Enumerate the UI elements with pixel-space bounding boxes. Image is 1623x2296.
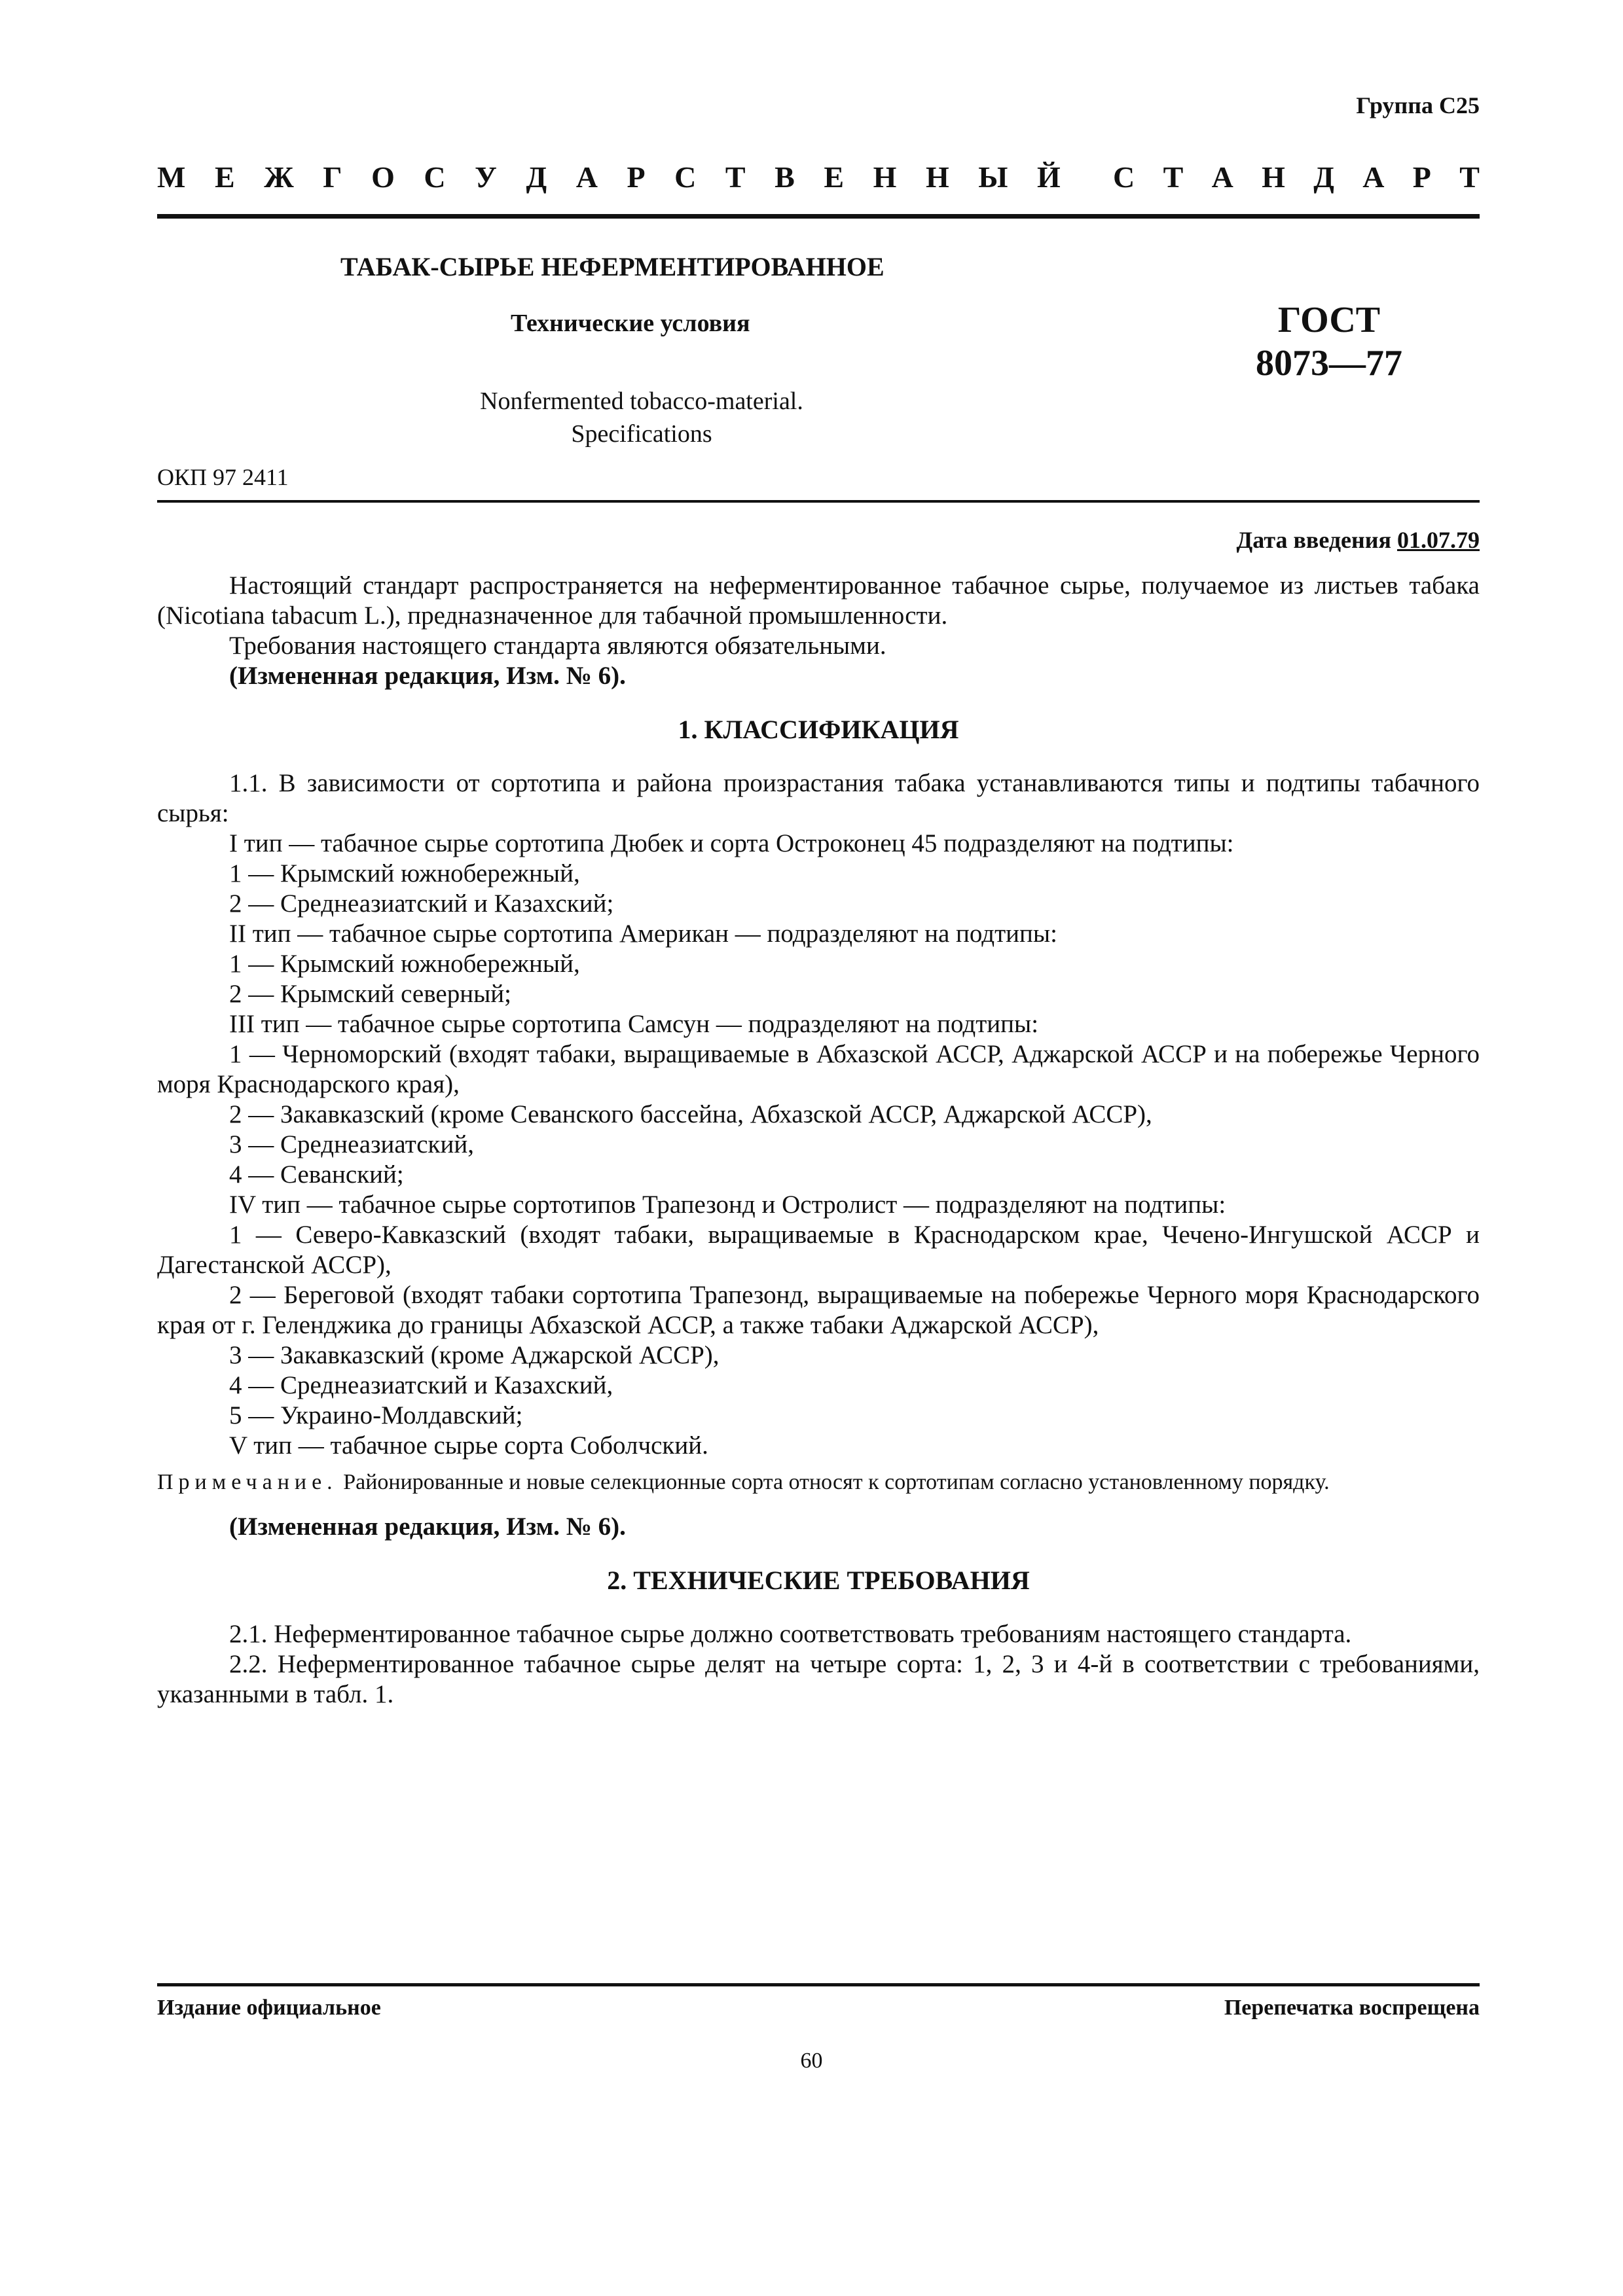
document-title: ТАБАК-СЫРЬЕ НЕФЕРМЕНТИРОВАННОЕ (340, 252, 884, 281)
date-label: Дата введения (1236, 527, 1391, 553)
classification-line: 2 — Закавказский (кроме Севанского бассейна, Абхазской АССР, Аджарской АССР), (229, 1100, 1152, 1128)
classification-line: 4 — Среднеазиатский и Казахский, (229, 1371, 613, 1399)
banner-letter: С (1113, 160, 1135, 194)
date-value: 01.07.79 (1397, 527, 1480, 553)
banner-letter: Т (725, 160, 746, 194)
section-1-paragraph: 1.1. В зависимости от сортотипа и района произрастания табака устанавливаются типы и подтипы табачного сырья: (157, 769, 1480, 827)
banner-letter: Е (214, 160, 235, 194)
banner-letter: С (424, 160, 446, 194)
english-title (445, 385, 838, 450)
classification-line: 3 — Закавказский (кроме Аджарской АССР), (229, 1341, 720, 1369)
classification-line: III тип — табачное сырье сортотипа Самсун — подразделяют на подтипы: (229, 1010, 1039, 1038)
classification-line: 1 — Крымский южнобережный, (229, 859, 580, 888)
note-label: Примечание. (157, 1470, 338, 1494)
banner-letter: Р (1412, 160, 1431, 194)
page-number: 60 (800, 2049, 823, 2073)
section-2-paragraph: 2.2. Неферментированное табачное сырье делят на четыре сорта: 1, 2, 3 и 4-й в соответствии с требованиями, указанными в табл. 1. (157, 1650, 1480, 1708)
banner-letter: Ы (978, 160, 1008, 194)
classification-line: V тип — табачное сырье сорта Соболчский. (229, 1431, 708, 1460)
amendment-note: (Измененная редакция, Изм. № 6). (229, 662, 626, 690)
gost-designation (1231, 298, 1427, 385)
section-1-title: 1. КЛАССИФИКАЦИЯ (678, 715, 959, 744)
interstate-standard-banner (157, 160, 1480, 219)
document-subtitle: Технические условия (511, 310, 750, 337)
note-text: Районированные и новые селекционные сорта относят к сортотипам согласно установленному порядку. (337, 1470, 1330, 1494)
gost-number: 8073—77 (1256, 343, 1402, 384)
footer-official-edition: Издание официальное (157, 1996, 381, 2020)
classification-line: 4 — Севанский; (229, 1160, 404, 1189)
banner-letter: Ж (264, 160, 294, 194)
classification-line: 1 — Черноморский (входят табаки, выращиваемые в Абхазской АССР, Аджарской АССР и на побережье Черного моря Краснодарского края), (157, 1040, 1480, 1098)
banner-letter: Й (1036, 160, 1061, 194)
okp-code: ОКП 97 2411 (157, 464, 289, 490)
banner-letter: Г (323, 160, 342, 194)
classification-line: 1 — Северо-Кавказский (входят табаки, выращиваемые в Краснодарском крае, Чечено-Ингушской АССР и Дагестанской АССР), (157, 1221, 1480, 1279)
classification-line: 2 — Среднеазиатский и Казахский; (229, 889, 614, 918)
classification-line: IV тип — табачное сырье сортотипов Трапезонд и Остролист — подразделяют на подтипы: (229, 1191, 1226, 1219)
english-title-line-1: Nonfermented tobacco-material. (480, 387, 803, 415)
intro-paragraph: Требования настоящего стандарта являются обязательными. (229, 632, 886, 660)
document-body (157, 571, 1480, 1710)
banner-word-interstate (157, 160, 1061, 194)
gost-label: ГОСТ (1277, 300, 1381, 340)
classification-line: II тип — табачное сырье сортотипа Американ — подразделяют на подтипы: (229, 920, 1057, 948)
classification-line: 2 — Крымский северный; (229, 980, 512, 1008)
intro-paragraph: Настоящий стандарт распространяется на неферментированное табачное сырье, получаемое из листьев табака (Nicotiana tabacum L.), предназначенное для табачной промышленности. (157, 571, 1480, 630)
banner-letter: А (575, 160, 598, 194)
banner-letter: Т (1459, 160, 1480, 194)
banner-letter: В (775, 160, 795, 194)
classification-line: I тип — табачное сырье сортотипа Дюбек и сорта Остроконец 45 подразделяют на подтипы: (229, 829, 1234, 857)
page-footer (157, 1983, 1480, 2020)
banner-letter: Н (873, 160, 897, 194)
section-2-paragraph: 2.1. Неферментированное табачное сырье должно соответствовать требованиям настоящего стандарта. (229, 1620, 1352, 1648)
banner-letter: Н (1262, 160, 1285, 194)
footer-reprint-prohibited: Перепечатка воспрещена (1224, 1996, 1480, 2020)
banner-letter: С (674, 160, 697, 194)
classification-line: 2 — Береговой (входят табаки сортотипа Трапезонд, выращиваемые на побережье Черного моря Краснодарского края от г. Геленджика до границы Абхазской АССР, а также табаки Аджарской АССР), (157, 1281, 1480, 1339)
banner-letter: О (371, 160, 395, 194)
banner-letter: Т (1163, 160, 1184, 194)
banner-letter: Н (925, 160, 949, 194)
classification-line: 3 — Среднеазиатский, (229, 1130, 474, 1158)
banner-letter: Д (526, 160, 547, 194)
banner-letter: Д (1313, 160, 1334, 194)
section-2-title: 2. ТЕХНИЧЕСКИЕ ТРЕБОВАНИЯ (607, 1566, 1030, 1595)
english-title-line-2: Specifications (571, 420, 712, 448)
banner-letter: Е (824, 160, 845, 194)
banner-letter: У (475, 160, 497, 194)
banner-letter: Р (627, 160, 646, 194)
banner-letter: А (1211, 160, 1233, 194)
classification-line: 5 — Украино-Молдавский; (229, 1401, 523, 1429)
document-page (157, 92, 1480, 1710)
introduction-date (157, 526, 1480, 554)
banner-letter: М (157, 160, 186, 194)
classification-line: 1 — Крымский южнобережный, (229, 950, 580, 978)
banner-word-standard (1113, 160, 1480, 194)
group-code: Группа С25 (1356, 92, 1480, 118)
amendment-note: (Измененная редакция, Изм. № 6). (229, 1513, 626, 1541)
banner-letter: А (1362, 160, 1385, 194)
note-paragraph (157, 1469, 1480, 1496)
document-header (157, 219, 1480, 503)
